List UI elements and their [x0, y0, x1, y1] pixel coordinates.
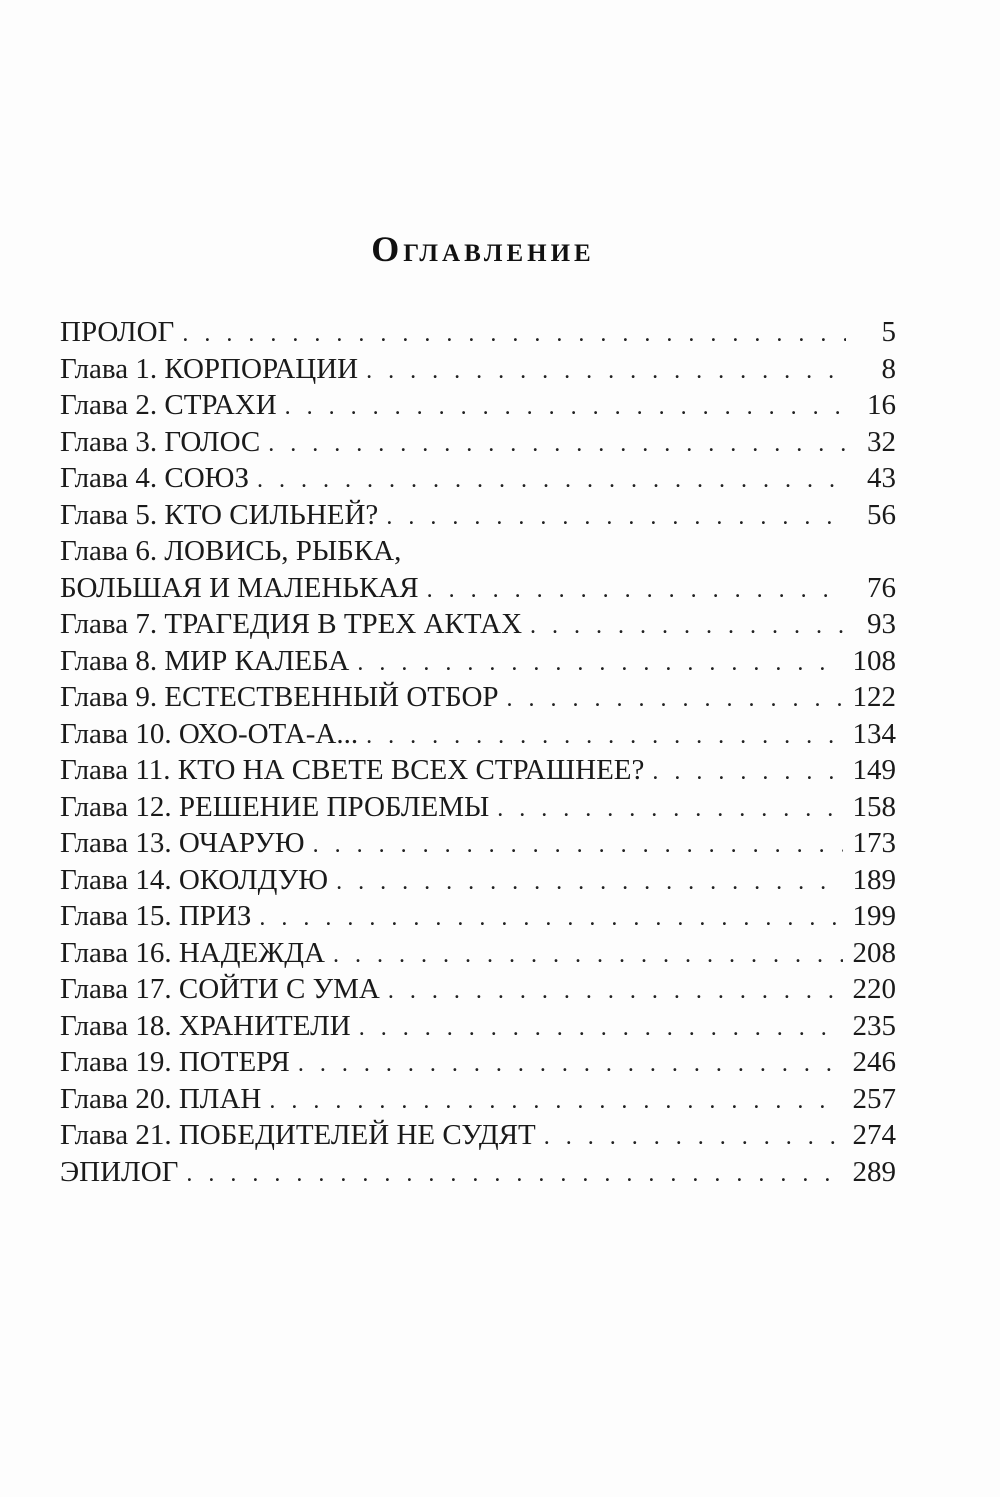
toc-entry-label: Глава 14. ОКОЛДУЮ	[60, 863, 329, 896]
toc-entry-page: 158	[852, 790, 896, 823]
toc-entry-page: 220	[852, 973, 896, 1005]
toc-entry-page: 134	[852, 717, 896, 750]
table-of-contents	[60, 314, 896, 1190]
toc-entry-label: Глава 8. МИР КАЛЕБА	[60, 644, 350, 677]
toc-entry	[60, 716, 896, 753]
toc-entry	[60, 1154, 896, 1191]
toc-entry	[60, 825, 896, 862]
toc-entry	[60, 351, 896, 388]
toc-entry-label: Глава 16. НАДЕЖДА	[60, 936, 325, 969]
toc-leader-dots	[269, 1083, 842, 1120]
toc-entry	[60, 752, 896, 789]
toc-entry	[60, 643, 896, 680]
toc-entry	[60, 935, 896, 972]
toc-entry	[60, 606, 896, 643]
toc-entry-label: Глава 3. ГОЛОС	[60, 425, 261, 458]
toc-entry	[60, 679, 896, 716]
toc-entry	[60, 314, 896, 351]
toc-entry-label: Глава 1. КОРПОРАЦИИ	[60, 352, 359, 385]
toc-leader-dots	[544, 1119, 843, 1156]
toc-leader-dots	[313, 827, 843, 864]
toc-entry-label: Глава 17. СОЙТИ С УМА	[60, 973, 380, 1005]
toc-entry-label: Глава 21. ПОБЕДИТЕЛЕЙ НЕ СУДЯТ	[60, 1119, 536, 1151]
toc-entry	[60, 424, 896, 461]
toc-entry-label: Глава 15. ПРИЗ	[60, 900, 252, 932]
toc-entry-page: 149	[852, 754, 896, 786]
toc-leader-dots	[186, 1156, 842, 1193]
toc-entry-label: Глава 5. КТО СИЛЬНЕЙ?	[60, 498, 379, 531]
toc-entry	[60, 1008, 896, 1045]
toc-entry	[60, 789, 896, 826]
toc-entry-page: 289	[852, 1155, 896, 1188]
toc-entry-page: 16	[867, 389, 896, 421]
toc-leader-dots	[268, 426, 846, 463]
toc-entry-page: 122	[852, 681, 896, 713]
toc-leader-dots	[333, 937, 843, 974]
toc-entry-label: Глава 4. СОЮЗ	[60, 462, 249, 494]
toc-entry-page: 32	[867, 425, 896, 458]
toc-leader-dots	[507, 681, 843, 718]
toc-entry	[60, 387, 896, 424]
toc-entry-page: 246	[852, 1046, 896, 1078]
toc-entry-page: 199	[852, 900, 896, 932]
toc-entry	[60, 1081, 896, 1118]
toc-entry-label: Глава 10. ОХО-ОТА-А...	[60, 717, 359, 750]
toc-entry-label: Глава 11. КТО НА СВЕТЕ ВСЕХ СТРАШНЕЕ?	[60, 754, 645, 786]
toc-leader-dots	[497, 791, 842, 828]
toc-entry-label: Глава 12. РЕШЕНИЕ ПРОБЛЕМЫ	[60, 790, 490, 823]
toc-entry	[60, 497, 896, 534]
toc-leader-dots	[652, 754, 842, 791]
toc-leader-dots	[427, 572, 846, 609]
toc-entry-page: 108	[852, 644, 896, 677]
toc-entry-page: 257	[852, 1082, 896, 1115]
toc-entry-page: 235	[852, 1009, 896, 1042]
toc-entry-label: Глава 13. ОЧАРУЮ	[60, 827, 305, 859]
toc-entry-label: Глава 6. ЛОВИСЬ, РЫБКА,	[60, 535, 402, 567]
toc-entry	[60, 971, 896, 1008]
toc-leader-dots	[259, 900, 842, 937]
toc-entry	[60, 1117, 896, 1154]
toc-entry-page: 173	[852, 827, 896, 859]
toc-leader-dots	[285, 389, 846, 426]
toc-entry-page: 56	[867, 498, 896, 531]
toc-entry	[60, 898, 896, 935]
toc-leader-dots	[359, 1010, 843, 1047]
toc-entry-page: 274	[852, 1119, 896, 1151]
toc-leader-dots	[386, 499, 846, 536]
toc-entry-label: Глава 9. ЕСТЕСТВЕННЫЙ ОТБОР	[60, 681, 499, 713]
toc-entry-page: 93	[867, 608, 896, 640]
toc-entry-label: Глава 2. СТРАХИ	[60, 389, 277, 421]
toc-leader-dots	[366, 353, 846, 390]
toc-leader-dots	[388, 973, 843, 1010]
toc-entry-page: 76	[867, 571, 896, 604]
toc-entry-page: 208	[852, 936, 896, 969]
toc-entry	[60, 570, 896, 607]
toc-entry-page: 8	[881, 352, 896, 385]
toc-leader-dots	[257, 462, 846, 499]
toc-leader-dots	[336, 864, 842, 901]
toc-entry-page: 43	[867, 462, 896, 494]
toc-entry	[60, 862, 896, 899]
toc-entry-label: Глава 19. ПОТЕРЯ	[60, 1046, 290, 1078]
toc-entry-page: 5	[881, 316, 896, 348]
toc-entry	[60, 533, 896, 570]
toc-entry-page: 189	[852, 863, 896, 896]
page-title: Оглавление	[371, 229, 595, 269]
toc-leader-dots	[357, 645, 842, 682]
toc-leader-dots	[366, 718, 842, 755]
toc-leader-dots	[530, 608, 846, 645]
toc-entry	[60, 460, 896, 497]
toc-entry-label: Глава 7. ТРАГЕДИЯ В ТРЕХ АКТАХ	[60, 608, 523, 640]
toc-leader-dots	[182, 316, 846, 353]
toc-entry	[60, 1044, 896, 1081]
toc-entry-label: ЭПИЛОГ	[60, 1155, 179, 1188]
toc-entry-label: ПРОЛОГ	[60, 316, 175, 348]
toc-entry-label: Глава 18. ХРАНИТЕЛИ	[60, 1009, 351, 1042]
toc-entry-label: Глава 20. ПЛАН	[60, 1082, 262, 1115]
toc-entry-label: БОЛЬШАЯ И МАЛЕНЬКАЯ	[60, 571, 419, 604]
toc-leader-dots	[298, 1046, 843, 1083]
